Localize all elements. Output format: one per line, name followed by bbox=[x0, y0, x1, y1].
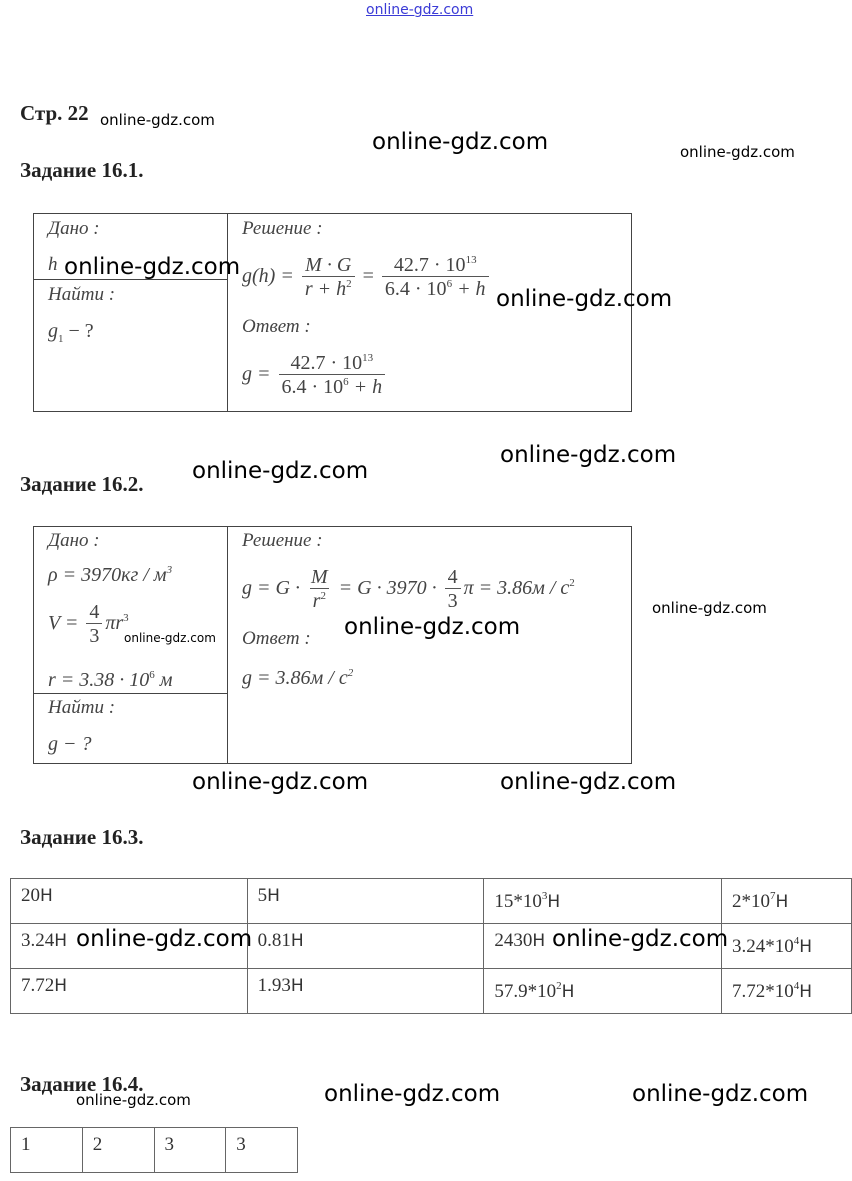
table-cell: $15*10^3Н$ bbox=[484, 879, 722, 924]
watermark-text: online-gdz.com bbox=[124, 631, 216, 645]
watermark-text: online-gdz.com bbox=[192, 769, 369, 795]
task-16-3-heading: Задание 16.3. bbox=[20, 825, 144, 849]
watermark-text: online-gdz.com bbox=[324, 1081, 501, 1107]
table-cell: 1 bbox=[11, 1128, 83, 1173]
table-cell: 2430Н bbox=[484, 924, 722, 969]
table-row bbox=[11, 1128, 298, 1173]
find-label: Найти : bbox=[48, 284, 116, 305]
table-row bbox=[11, 879, 852, 924]
given-label: Дано : bbox=[48, 218, 100, 239]
answer-value: $g = 3.86м / с^2$ bbox=[242, 667, 354, 689]
given-h: h bbox=[48, 254, 58, 275]
table-cell: 20Н bbox=[11, 879, 248, 924]
watermark-text: online-gdz.com bbox=[344, 614, 521, 640]
watermark-text: online-gdz.com bbox=[76, 1091, 191, 1109]
page-label: Стр. 22 bbox=[20, 101, 89, 125]
solution-label: Решение : bbox=[242, 530, 323, 551]
task-16-2-given-divider bbox=[33, 693, 227, 694]
table-cell: 2 bbox=[82, 1128, 154, 1173]
given-label: Дано : bbox=[48, 530, 100, 551]
find-value: $g_1$ − ? bbox=[48, 320, 94, 345]
task-16-2-heading: Задание 16.2. bbox=[20, 472, 144, 496]
task-16-4-table bbox=[10, 1127, 298, 1173]
table-cell: 3 bbox=[226, 1128, 298, 1173]
table-cell: 0.81Н bbox=[247, 924, 484, 969]
table-row bbox=[11, 969, 852, 1014]
solution-formula: g = G · $\frac{M}{r^2}$ = G · 3970 · $\frac{4}{3}$ $\pi = 3.86м / с^2$ bbox=[242, 566, 575, 612]
watermark-text: online-gdz.com bbox=[680, 143, 795, 161]
watermark-text: online-gdz.com bbox=[552, 926, 729, 952]
solution-formula: g(h) = $\frac{M \cdot G}{r + h^2}$ = $\frac{42.7 \cdot 10^{13}}{6.4 \cdot 10^6 + h}$ bbox=[242, 254, 492, 301]
watermark-text: online-gdz.com bbox=[500, 442, 677, 468]
find-value: g − ? bbox=[48, 733, 92, 755]
table-cell: 7.72Н bbox=[11, 969, 248, 1014]
answer-label: Ответ : bbox=[242, 628, 311, 649]
given-volume: V = $\frac{4}{3}$ $\pi r^3$ bbox=[48, 601, 129, 647]
watermark-text: online-gdz.com bbox=[632, 1081, 809, 1107]
table-cell: 1.93Н bbox=[247, 969, 484, 1014]
watermark-text: online-gdz.com bbox=[100, 111, 215, 129]
task-16-4-heading: Задание 16.4. bbox=[20, 1072, 144, 1096]
table-cell: $2*10^7Н$ bbox=[722, 879, 852, 924]
solution-label: Решение : bbox=[242, 218, 323, 239]
given-density: $\rho = 3970кг / м^3$ bbox=[48, 564, 173, 586]
watermark-text: online-gdz.com bbox=[76, 926, 253, 952]
watermark-text: online-gdz.com bbox=[64, 254, 241, 280]
table-cell: 3 bbox=[154, 1128, 226, 1173]
task-16-2-divider bbox=[227, 526, 228, 763]
watermark-text: online-gdz.com bbox=[372, 129, 549, 155]
table-cell: 5Н bbox=[247, 879, 484, 924]
answer-formula: g = $\frac{42.7 \cdot 10^{13}}{6.4 \cdot 10^6 + h}$ bbox=[242, 352, 388, 399]
watermark-text: online-gdz.com bbox=[500, 769, 677, 795]
table-cell: 3.24Н bbox=[11, 924, 248, 969]
find-label: Найти : bbox=[48, 697, 116, 718]
watermark-text: online-gdz.com bbox=[192, 458, 369, 484]
table-cell: $57.9*10^2Н$ bbox=[484, 969, 722, 1014]
watermark-text: online-gdz.com bbox=[652, 599, 767, 617]
given-radius: $r = 3.38 \cdot 10^6$ м bbox=[48, 669, 173, 691]
table-cell: $7.72*10^4Н$ bbox=[722, 969, 852, 1014]
watermark-text: online-gdz.com bbox=[496, 286, 673, 312]
task-16-1-divider bbox=[227, 213, 228, 411]
task-16-1-heading: Задание 16.1. bbox=[20, 158, 144, 182]
top-watermark-link[interactable]: online-gdz.com bbox=[366, 2, 474, 18]
answer-label: Ответ : bbox=[242, 316, 311, 337]
table-cell: $3.24*10^4Н$ bbox=[722, 924, 852, 969]
